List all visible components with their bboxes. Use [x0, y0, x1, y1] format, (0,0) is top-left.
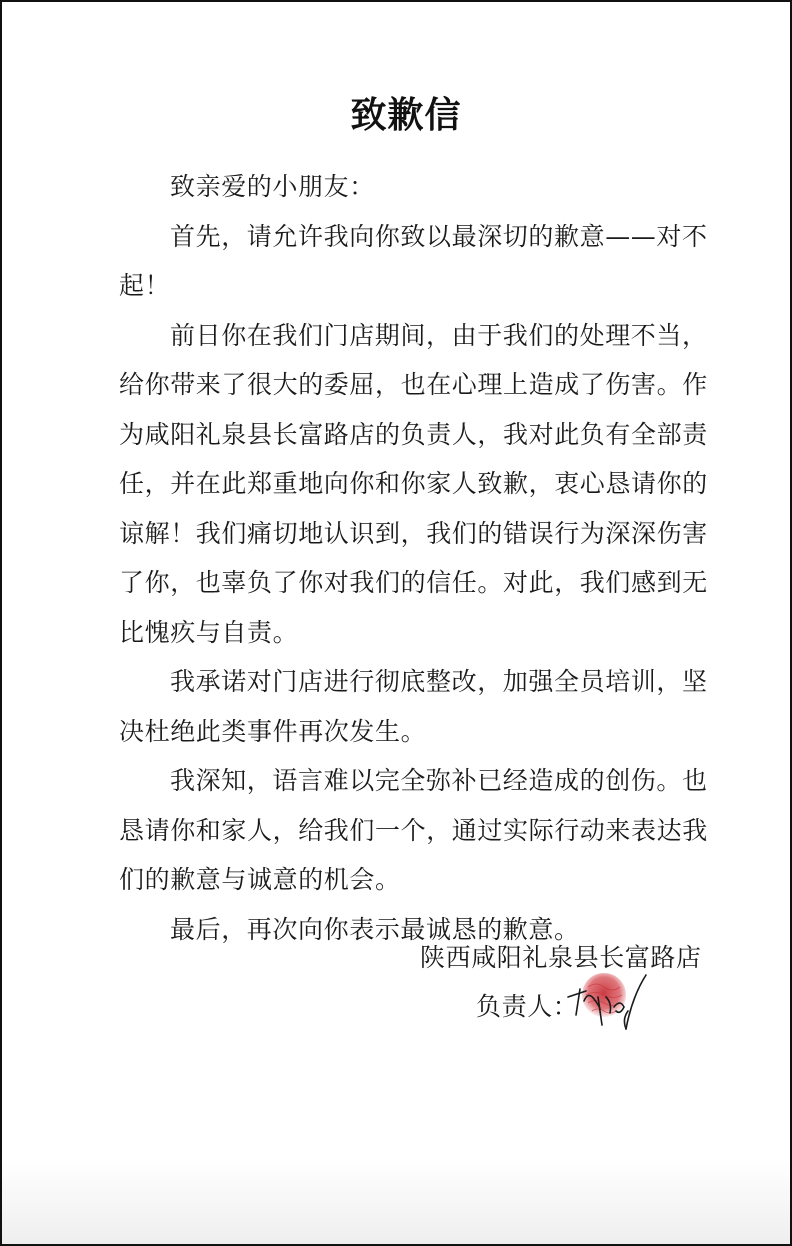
paragraph-line: 最后，再次向你表示最诚恳的歉意。 — [170, 914, 580, 944]
paragraph-line: 起！ — [119, 271, 171, 300]
paragraph-line: 们的歉意与诚意的机会。 — [119, 865, 401, 894]
signature-seal-icon — [562, 967, 662, 1042]
paragraph-line: 了你，也辜负了你对我们的信任。对此，我们感到无 — [119, 568, 708, 597]
paragraph-line: 为咸阳礼泉县长富路店的负责人，我对此负有全部责 — [119, 419, 708, 449]
paragraph-line: 首先，请允许我向你致以最深切的歉意——对不 — [170, 221, 708, 251]
paragraph-line: 任，并在此郑重地向你和你家人致歉，衷心恳请你的 — [119, 469, 708, 498]
letter-body — [119, 162, 711, 954]
paragraph-line: 我承诺对门店进行彻底整改，加强全员培训，坚 — [170, 667, 708, 696]
paragraph-line: 谅解！我们痛切地认识到，我们的错误行为深深伤害 — [119, 518, 708, 548]
salutation: 致亲爱的小朋友： — [170, 172, 375, 201]
paragraph-line: 我深知，语言难以完全弥补已经造成的创伤。也 — [170, 766, 708, 795]
paragraph-line: 比愧疚与自责。 — [119, 617, 299, 647]
paragraph-line: 给你带来了很大的委屈，也在心理上造成了伤害。作 — [119, 370, 708, 399]
paragraph-line: 前日你在我们门店期间，由于我们的处理不当， — [170, 320, 708, 350]
sender-organization: 陕西咸阳礼泉县长富路店 — [420, 943, 702, 972]
sender-label: 负责人： — [476, 992, 579, 1021]
paragraph-line: 恳请你和家人，给我们一个，通过实际行动来表达我 — [119, 815, 708, 845]
letter-title: 致歉信 — [350, 95, 462, 136]
paragraph-line: 决杜绝此类事件再次发生。 — [119, 716, 427, 746]
